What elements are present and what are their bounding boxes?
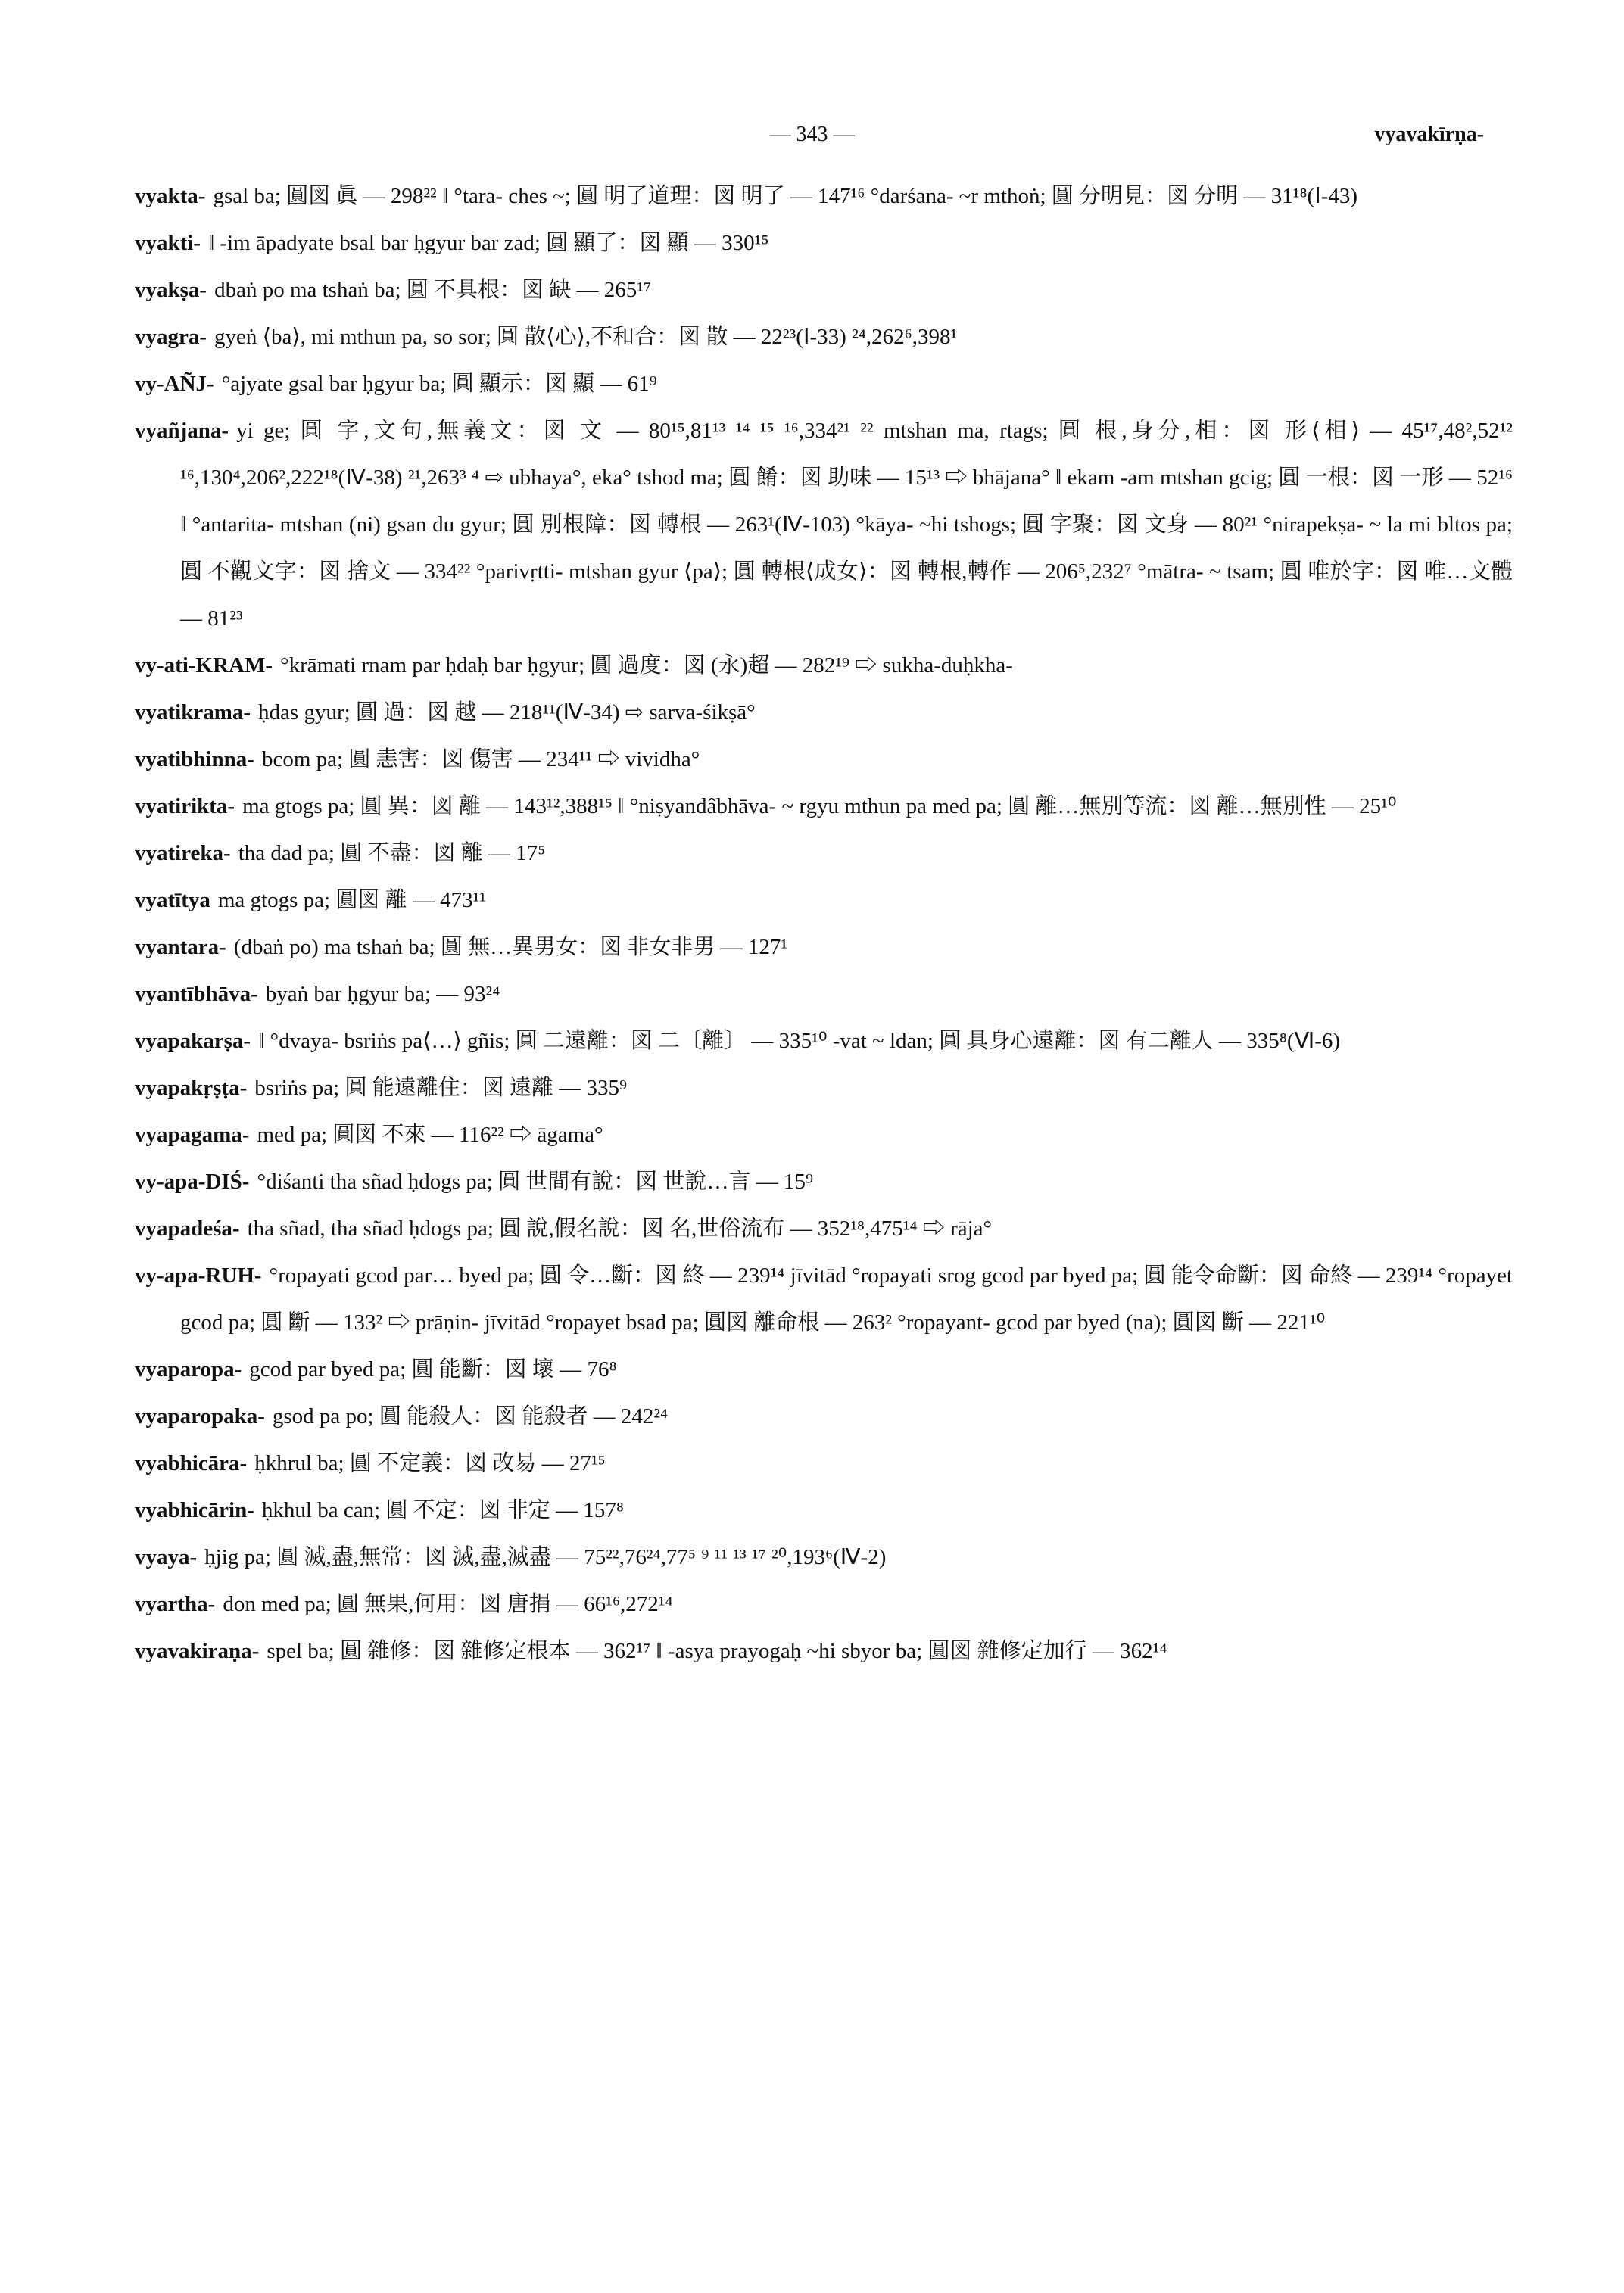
entry: [135, 783, 1513, 830]
entry: [135, 1205, 1513, 1252]
entry-body: °ajyate gsal bar ḥgyur ba; 圓 顯示：図 顯 — 61⁹: [221, 372, 657, 396]
entry: [135, 1581, 1513, 1628]
headword: vyagra-: [135, 325, 207, 349]
headword: vyaparopa-: [135, 1357, 242, 1382]
entry-body: dbaṅ po ma tshaṅ ba; 圓 不具根：図 缺 — 265¹⁷: [214, 278, 652, 302]
headword: vyabhicārin-: [135, 1498, 254, 1522]
headword: vyartha-: [135, 1592, 216, 1616]
entry: [135, 924, 1513, 970]
entry: [135, 689, 1513, 736]
entry: [135, 360, 1513, 407]
entry: [135, 313, 1513, 360]
entry: [135, 1346, 1513, 1393]
headword: vyantara-: [135, 935, 226, 959]
entry: [135, 877, 1513, 924]
entry: [135, 830, 1513, 877]
headword: vy-apa-RUH-: [135, 1263, 262, 1288]
headword: vy-ati-KRAM-: [135, 653, 273, 678]
entry-body: °diśanti tha sñad ḥdogs pa; 圓 世間有說：図 世說…言 — 15⁹: [257, 1170, 814, 1194]
entry-body: yi ge; 圓 字,文句,無義文：図 文 — 80¹⁵,81¹³ ¹⁴ ¹⁵ ¹⁶,334²¹ ²² mtshan ma, rtags; 圓 根,身分,相：図 形⟨相⟩ — 45¹⁷,48²,52¹² ¹⁶,130⁴,206²,222¹⁸(Ⅳ-38) ²¹,263³ ⁴ ⇨ ubhaya°, eka° tshod ma; 圓 餚：図 助味 — 15¹³ ⇨ bhājana° ‖ ekam -am mtshan gcig; 圓 一根：図 一形 — 52¹⁶ ‖ °antarita- mtshan (ni) gsan du gyur; 圓 別根障：図 轉根 — 263¹(Ⅳ-103) °kāya- ~hi tshogs; 圓 字聚：図 文身 — 80²¹ °nirapekṣa- ~ la mi bltos pa; 圓 不觀文字：図 捨文 — 334²² °parivṛtti- mtshan gyur ⟨pa⟩; 圓 轉根⟨成女⟩：図 轉根,轉作 — 206⁵,232⁷ °mātra- ~ tsam; 圓 唯於字：図 唯…文體 — 81²³: [180, 419, 1513, 631]
entry-body: ‖ °dvaya- bsriṅs pa⟨…⟩ gñis; 圓 二遠離：図 二〔離〕 — 335¹⁰ -vat ~ ldan; 圓 具身心遠離：図 有二離人 — 335⁸(Ⅵ-6): [258, 1029, 1341, 1053]
entry-body: ḥkhrul ba; 圓 不定義：図 改易 — 27¹⁵: [254, 1451, 606, 1475]
page-header: [0, 123, 1624, 153]
headword: vyapagama-: [135, 1123, 250, 1147]
entry: [135, 220, 1513, 266]
entry-body: ma gtogs pa; 圓図 離 — 473¹¹: [217, 888, 486, 912]
entry: [135, 1534, 1513, 1581]
entry-body: bsriṅs pa; 圓 能遠離住：図 遠離 — 335⁹: [254, 1076, 628, 1100]
headword: vyapakarṣa-: [135, 1029, 251, 1053]
entry-body: °ropayati gcod par… byed pa; 圓 令…斷：図 終 — 239¹⁴ jīvitād °ropayati srog gcod par byed pa; 圓 能令命斷：図 命終 — 239¹⁴ °ropayet gcod pa; 圓 斷 — 133² ⇨ prāṇin- jīvitād °ropayet bsad pa; 圓図 離命根 — 263² °ropayant- gcod par byed (na); 圓図 斷 — 221¹⁰: [180, 1263, 1513, 1335]
entry: [135, 1111, 1513, 1158]
entry: [135, 970, 1513, 1017]
headword: vyapakṛṣṭa-: [135, 1076, 248, 1100]
entry: [135, 1064, 1513, 1111]
headword: vyabhicāra-: [135, 1451, 248, 1475]
entry-body: ḥdas gyur; 圓 過：図 越 — 218¹¹(Ⅳ-34) ⇨ sarva-śikṣā°: [258, 700, 756, 724]
entry: [135, 1393, 1513, 1440]
entry-body: don med pa; 圓 無果,何用：図 唐捐 — 66¹⁶,272¹⁴: [223, 1592, 673, 1616]
headword: vy-apa-DIŚ-: [135, 1170, 250, 1194]
entry-body: gsal ba; 圓図 眞 — 298²² ‖ °tara- ches ~; 圓 明了道理：図 明了 — 147¹⁶ °darśana- ~r mthoṅ; 圓 分明見：図 分明 — 31¹⁸(Ⅰ-43): [213, 184, 1358, 208]
entry: [135, 1158, 1513, 1205]
entry: [135, 407, 1513, 642]
headword: vyaya-: [135, 1545, 198, 1569]
entry: [135, 266, 1513, 313]
headword: vyaparopaka-: [135, 1404, 265, 1428]
headword: vyakta-: [135, 184, 206, 208]
headword: vy-AÑJ-: [135, 372, 214, 396]
entry-body: tha dad pa; 圓 不盡：図 離 — 17⁵: [238, 841, 546, 865]
entry-body: spel ba; 圓 雜修：図 雜修定根本 — 362¹⁷ ‖ -asya prayogaḥ ~hi sbyor ba; 圓図 雜修定加行 — 362¹⁴: [267, 1639, 1167, 1663]
entry-body: bcom pa; 圓 恚害：図 傷害 — 234¹¹ ⇨ vividha°: [261, 747, 700, 771]
entry-body: gsod pa po; 圓 能殺人：図 能殺者 — 242²⁴: [272, 1404, 669, 1428]
running-head: vyavakīrṇa-: [1374, 123, 1484, 146]
entry: [135, 1252, 1513, 1346]
headword: vyatireka-: [135, 841, 231, 865]
entry-body: ‖ -im āpadyate bsal bar ḥgyur bar zad; 圓 顯了：図 顯 — 330¹⁵: [208, 231, 769, 255]
entry-body: ḥkhul ba can; 圓 不定：図 非定 — 157⁸: [261, 1498, 624, 1522]
dictionary-entries: [135, 173, 1513, 1675]
headword: vyatirikta-: [135, 794, 235, 818]
entry: [135, 1017, 1513, 1064]
entry-body: (dbaṅ po) ma tshaṅ ba; 圓 無…異男女：図 非女非男 — 127¹: [233, 935, 788, 959]
page-number: — 343 —: [769, 123, 855, 146]
headword: vyavakiraṇa-: [135, 1639, 260, 1663]
entry-body: ma gtogs pa; 圓 異：図 離 — 143¹²,388¹⁵ ‖ °niṣyandâbhāva- ~ rgyu mthun pa med pa; 圓 離…無別等流：図 離…無別性 — 25¹⁰: [242, 794, 1397, 818]
entry: [135, 1628, 1513, 1675]
entry-body: °krāmati rnam par ḥdaḥ bar ḥgyur; 圓 過度：図 (永)超 — 282¹⁹ ⇨ sukha-duḥkha-: [280, 653, 1013, 678]
entry: [135, 1487, 1513, 1534]
entry: [135, 1440, 1513, 1487]
entry-body: tha sñad, tha sñad ḥdogs pa; 圓 說,假名說：図 名,世俗流布 — 352¹⁸,475¹⁴ ⇨ rāja°: [247, 1217, 993, 1241]
entry-body: med pa; 圓図 不來 — 116²² ⇨ āgama°: [257, 1123, 603, 1147]
headword: vyakti-: [135, 231, 201, 255]
entry: [135, 642, 1513, 689]
entry: [135, 736, 1513, 783]
entry-body: gcod par byed pa; 圓 能斷：図 壞 — 76⁸: [249, 1357, 617, 1382]
headword: vyatibhinna-: [135, 747, 254, 771]
headword: vyapadeśa-: [135, 1217, 240, 1241]
headword: vyatītya: [135, 888, 210, 912]
headword: vyañjana-: [135, 419, 229, 443]
entry-body: ḥjig pa; 圓 滅,盡,無常：図 滅,盡,滅盡 — 75²²,76²⁴,77⁵ ⁹ ¹¹ ¹³ ¹⁷ ²⁰,193⁶(Ⅳ-2): [204, 1545, 887, 1569]
entry-body: byaṅ bar ḥgyur ba; — 93²⁴: [265, 982, 500, 1006]
entry: [135, 173, 1513, 220]
headword: vyantībhāva-: [135, 982, 258, 1006]
headword: vyakṣa-: [135, 278, 207, 302]
entry-body: gyeṅ ⟨ba⟩, mi mthun pa, so sor; 圓 散⟨心⟩,不和合：図 散 — 22²³(Ⅰ-33) ²⁴,262⁶,398¹: [214, 325, 958, 349]
headword: vyatikrama-: [135, 700, 251, 724]
